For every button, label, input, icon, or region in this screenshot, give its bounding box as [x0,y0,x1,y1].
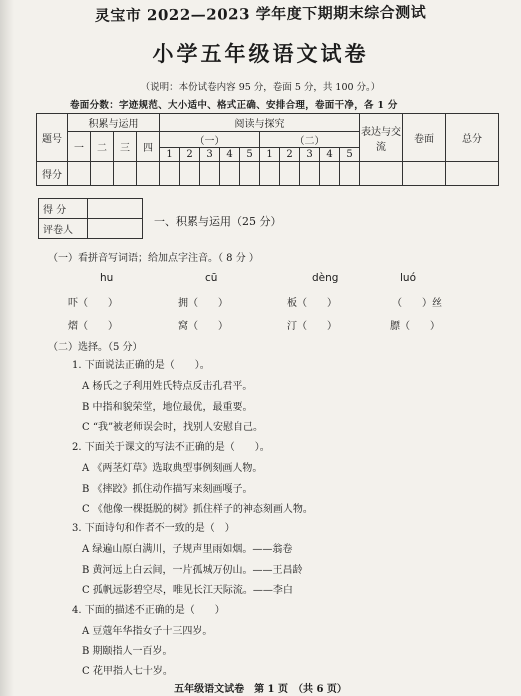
exam-header-title: 灵宝市 2022—2023 学年度下期期末综合测试 [94,3,427,25]
word-item: 板（ ） [287,298,337,309]
col-header: 4 [220,148,240,162]
score-cell[interactable] [260,162,280,186]
option-line: B 黄河远上白云间，一片孤城万仞山。——王昌龄 [82,565,303,576]
col-header: 3 [300,148,320,162]
pinyin-3: dèng [312,272,339,284]
grader-score-cell[interactable] [88,199,143,219]
option-line: A 杨氏之子利用姓氏特点反击孔君平。 [82,381,253,392]
page-footer: 五年级语文试卷 第 1 页 （共 6 页） [174,684,347,695]
grader-name-label: 评卷人 [39,219,88,239]
pinyin-4: luó [400,272,416,284]
page-edge-shadow [0,0,14,696]
score-cell[interactable] [446,162,499,186]
option-line: B 中指和貌荣堂，地位最优，最重要。 [82,402,253,413]
score-cell[interactable] [280,162,300,186]
col-header: 三 [114,132,137,162]
q1-title: （一）看拼音写词语；给加点字注音。（ 8 分 ） [48,253,259,264]
option-line: C 孤帆远影碧空尽，唯见长江天际流。——李白 [82,585,293,596]
score-cell[interactable] [300,162,320,186]
part1-header: （一） [160,132,260,148]
score-cell[interactable] [340,162,360,186]
pinyin-1: hu [100,272,114,284]
score-cell[interactable] [114,162,137,186]
score-cell[interactable] [320,162,340,186]
word-item: 拥（ ） [178,298,228,309]
col-header: 二 [91,132,114,162]
grader-box [38,198,143,239]
score-cell[interactable] [360,162,403,186]
question-line: 3. 下面诗句和作者不一致的是（ ） [72,523,235,534]
col-header: 一 [68,132,91,162]
col-header: 3 [200,148,220,162]
option-line: C 花甲指人七十岁。 [82,666,173,677]
pinyin-2: cū [205,272,218,284]
col-header: 5 [340,148,360,162]
row-label-question: 题号 [37,114,68,162]
total-header: 总分 [446,114,499,162]
part2-header: （二） [260,132,360,148]
score-cell[interactable] [91,162,114,186]
section2-header: 阅读与探究 [160,114,360,132]
option-line: C 《他像一棵挺脱的树》抓住样子的神态刻画人物。 [82,504,313,515]
question-line: 4. 下面的描述不正确的是（ ） [72,605,225,616]
option-line: B 《摔跤》抓住动作描写来刻画嘎子。 [82,484,253,495]
col-header: 5 [240,148,260,162]
option-line: A 绿遍山原白满川，子规声里雨如烟。——翁卷 [82,544,293,555]
col-header: 四 [137,132,160,162]
exam-instructions: （说明：本份试卷内容 95 分，卷面 5 分，共 100 分。） [140,82,381,93]
section1-title: 一、积累与运用（25 分） [154,215,282,228]
score-cell[interactable] [160,162,180,186]
score-cell[interactable] [403,162,446,186]
score-cell[interactable] [180,162,200,186]
score-cell[interactable] [200,162,220,186]
word-item: 吓（ ） [68,298,118,309]
neatness-note: 卷面分数：字迹规范、大小适中、格式正确、安排合理，卷面干净，各 1 分 [70,100,398,111]
exam-subtitle: 小学五年级语文试卷 [152,41,369,66]
grader-name-cell[interactable] [88,219,143,239]
col-header: 2 [180,148,200,162]
question-line: 1. 下面说法正确的是（ ）。 [72,360,210,371]
paper-header: 卷面 [403,114,446,162]
score-cell[interactable] [137,162,160,186]
col-header: 4 [320,148,340,162]
score-table [36,113,499,186]
question-line: 2. 下面关于课文的写法不正确的是（ ）。 [72,442,270,453]
score-cell[interactable] [240,162,260,186]
express-header: 表达与交流 [360,114,403,162]
row-label-score: 得分 [37,162,68,186]
option-line: C “我”被老师误会时，找别人安慰自己。 [82,422,264,433]
option-line: A 《两茎灯草》选取典型事例刻画人物。 [82,463,263,474]
word-item: 膘（ ） [390,321,440,332]
word-item: 熠（ ） [68,321,118,332]
col-header: 2 [280,148,300,162]
score-cell[interactable] [220,162,240,186]
word-item: 汀（ ） [287,321,337,332]
score-cell[interactable] [68,162,91,186]
section1-header: 积累与运用 [68,114,160,132]
word-item: 窝（ ） [178,321,228,332]
option-line: A 豆蔻年华指女子十三四岁。 [82,626,213,637]
col-header: 1 [160,148,180,162]
grader-score-label: 得 分 [39,199,88,219]
option-line: B 期颐指人一百岁。 [82,646,173,657]
q2-title: （二）选择。（5 分） [48,342,143,353]
col-header: 1 [260,148,280,162]
word-item: （ ）丝 [392,298,442,309]
